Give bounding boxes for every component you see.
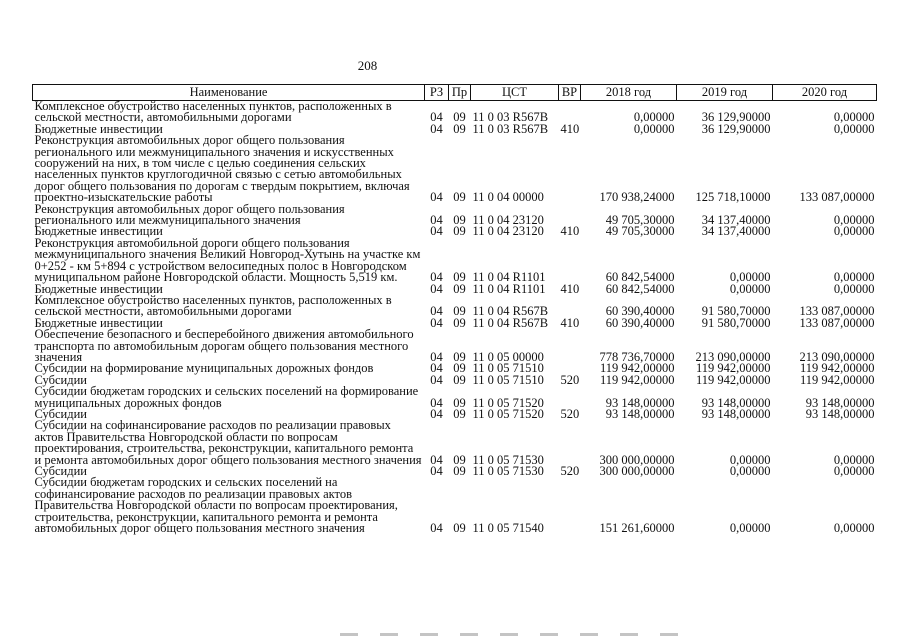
table-row (33, 477, 877, 534)
row-cst: 11 0 05 71530 (472, 464, 544, 478)
row-name: Обеспечение безопасного и бесперебойного движения автомобильного транспорта по автомобильным дорогам общего пользования местного значения (34, 327, 414, 364)
row-vr (559, 238, 581, 284)
row-2018: 151 261,60000 (599, 521, 675, 536)
row-2020: 0,00000 (833, 452, 875, 467)
row-pr: 09 (453, 304, 466, 319)
row-cst: 11 0 04 R567B (472, 315, 549, 330)
row-rz: 04 (430, 190, 443, 205)
row-name: Субсидии на формирование муниципальных дорожных фондов (34, 361, 374, 376)
row-2018: 49 705,30000 (605, 213, 675, 228)
row-vr: 520 (560, 406, 580, 421)
row-2019: 93 148,00000 (701, 395, 771, 410)
row-pr: 09 (453, 452, 466, 467)
row-2018: 93 148,00000 (605, 395, 675, 410)
row-2020: 0,00000 (833, 121, 875, 136)
table-row (33, 238, 877, 284)
row-vr: 410 (560, 224, 580, 239)
header-name: Наименование (33, 85, 425, 101)
row-name: Бюджетные инвестиции (34, 281, 163, 296)
header-cst: ЦСТ (471, 85, 559, 101)
row-cst: 11 0 04 23120 (472, 213, 544, 228)
row-cst: 11 0 05 71520 (472, 406, 544, 421)
table-row (33, 295, 877, 318)
row-rz: 04 (430, 521, 443, 536)
row-cst: 11 0 05 71530 (472, 452, 544, 467)
row-2020: 133 087,00000 (799, 315, 875, 330)
row-vr: 410 (560, 315, 580, 330)
row-cst: 11 0 03 R567B (472, 121, 549, 136)
row-vr (559, 420, 581, 466)
row-2018: 300 000,00000 (599, 464, 675, 478)
row-2019: 36 129,90000 (701, 110, 771, 125)
row-pr: 09 (453, 224, 466, 239)
row-2020: 0,00000 (833, 213, 875, 228)
row-2019: 0,00000 (729, 464, 771, 478)
row-2019: 0,00000 (729, 521, 771, 536)
row-rz: 04 (430, 406, 443, 421)
row-2019: 0,00000 (729, 452, 771, 467)
row-cst: 11 0 03 R567B (472, 110, 549, 125)
row-rz: 04 (430, 270, 443, 285)
row-cst: 11 0 05 71510 (472, 372, 544, 387)
row-rz: 04 (430, 464, 443, 478)
row-name: Бюджетные инвестиции (34, 224, 163, 239)
row-2019: 119 942,00000 (695, 372, 771, 387)
row-pr: 09 (453, 406, 466, 421)
row-2019: 213 090,00000 (695, 349, 771, 364)
row-rz: 04 (430, 110, 443, 125)
row-pr: 09 (453, 270, 466, 285)
row-2018: 49 705,30000 (605, 224, 675, 239)
row-name: Субсидии на софинансирование расходов по реализации правовых актов Правительства Новгородской области по вопросам проектирования, строительства, реконструкции, капитального ремонта и ремонта автомобильных дорог общего пользования местного значения (34, 418, 422, 467)
row-vr (559, 329, 581, 363)
row-name: Комплексное обустройство населенных пунктов, расположенных в сельской местности, автомобильными дорогами (34, 292, 392, 319)
row-2018: 119 942,00000 (599, 361, 675, 376)
row-rz: 04 (430, 224, 443, 239)
row-vr (559, 204, 581, 227)
row-2019: 34 137,40000 (701, 213, 771, 228)
row-name: Реконструкция автомобильных дорог общего пользования регионального или межмуниципального значения и искусственных сооружений на них, в том числе с целью соединения сельских населенных пунктов круглогодичной связью с сетью автомобильных дорог общего пользования по дорогам с твердым покрытием, включая проектно-изыскательские работы (34, 133, 410, 205)
row-pr: 09 (453, 349, 466, 364)
row-name: Реконструкция автомобильной дороги общего пользования межмуниципального значения Великий Новгород-Хутынь на участке км 0+252 - км 5+894 с устройством велосипедных полос в Новгородском муниципальном районе Новгородской области. Мощность 5,519 км. (34, 235, 421, 285)
row-vr: 410 (560, 281, 580, 296)
header-2018: 2018 год (581, 85, 677, 101)
row-2020: 0,00000 (833, 270, 875, 285)
row-2020: 93 148,00000 (805, 406, 875, 421)
row-2018: 60 390,40000 (605, 304, 675, 319)
row-2020: 119 942,00000 (799, 372, 875, 387)
row-2018: 60 390,40000 (605, 315, 675, 330)
row-pr: 09 (453, 361, 466, 376)
row-pr: 09 (453, 315, 466, 330)
row-cst: 11 0 05 71520 (472, 395, 544, 410)
table-row (33, 386, 877, 409)
row-cst: 11 0 04 R1101 (472, 270, 546, 285)
row-2020: 133 087,00000 (799, 304, 875, 319)
header-pr: Пр (449, 85, 471, 101)
row-2020: 0,00000 (833, 521, 875, 536)
row-name: Субсидии (34, 464, 87, 478)
row-name: Бюджетные инвестиции (34, 315, 163, 330)
row-rz: 04 (430, 315, 443, 330)
page-number: 208 (357, 58, 378, 73)
row-rz: 04 (430, 372, 443, 387)
table-row (33, 329, 877, 363)
row-cst: 11 0 04 R1101 (472, 281, 546, 296)
row-pr: 09 (453, 521, 466, 536)
row-2020: 213 090,00000 (799, 349, 875, 364)
row-2019: 93 148,00000 (701, 406, 771, 421)
row-cst: 11 0 04 00000 (472, 190, 544, 205)
row-vr (559, 386, 581, 409)
row-rz: 04 (430, 213, 443, 228)
row-2020: 0,00000 (833, 224, 875, 239)
row-vr (559, 135, 581, 203)
row-vr: 520 (560, 464, 580, 478)
row-vr: 410 (560, 121, 580, 136)
row-2019: 0,00000 (729, 270, 771, 285)
scan-artifact (340, 633, 700, 636)
row-rz: 04 (430, 349, 443, 364)
row-pr: 09 (453, 190, 466, 205)
row-2019: 125 718,10000 (695, 190, 771, 205)
row-rz: 04 (430, 361, 443, 376)
row-cst: 11 0 05 71540 (472, 521, 544, 536)
row-2019: 91 580,70000 (701, 315, 771, 330)
table-row (33, 101, 877, 124)
row-rz: 04 (430, 395, 443, 410)
header-vr: ВР (559, 85, 581, 101)
row-cst: 11 0 05 00000 (472, 349, 544, 364)
row-2020: 93 148,00000 (805, 395, 875, 410)
row-2020: 119 942,00000 (799, 361, 875, 376)
row-2018: 170 938,24000 (599, 190, 675, 205)
row-pr: 09 (453, 464, 466, 478)
row-pr: 09 (453, 372, 466, 387)
row-rz: 04 (430, 452, 443, 467)
table-row (33, 204, 877, 227)
row-2018: 119 942,00000 (599, 372, 675, 387)
row-cst: 11 0 04 23120 (472, 224, 544, 239)
row-2018: 778 736,70000 (599, 349, 675, 364)
row-2018: 60 842,54000 (605, 270, 675, 285)
row-2018: 0,00000 (633, 110, 675, 125)
row-2020: 0,00000 (833, 464, 875, 478)
row-2019: 119 942,00000 (695, 361, 771, 376)
row-pr: 09 (453, 395, 466, 410)
row-2019: 36 129,90000 (701, 121, 771, 136)
row-pr: 09 (453, 121, 466, 136)
row-2020: 0,00000 (833, 281, 875, 296)
row-2018: 300 000,00000 (599, 452, 675, 467)
row-pr: 09 (453, 110, 466, 125)
row-2019: 0,00000 (729, 281, 771, 296)
row-vr (559, 101, 581, 124)
row-vr: 520 (560, 372, 580, 387)
header-rz: РЗ (425, 85, 449, 101)
row-pr: 09 (453, 281, 466, 296)
row-rz: 04 (430, 281, 443, 296)
row-rz: 04 (430, 121, 443, 136)
table-row (33, 135, 877, 203)
row-2018: 60 842,54000 (605, 281, 675, 296)
table-body (33, 101, 877, 535)
row-cst: 11 0 04 R567B (472, 304, 549, 319)
row-name: Субсидии бюджетам городских и сельских поселений на формирование муниципальных дорожных фондов (34, 384, 419, 410)
row-vr (559, 295, 581, 318)
row-name: Бюджетные инвестиции (34, 121, 163, 136)
budget-table (32, 84, 877, 534)
row-name: Комплексное обустройство населенных пунктов, расположенных в сельской местности, автомобильными дорогами (34, 99, 392, 125)
row-name: Субсидии (34, 406, 87, 421)
row-name: Субсидии бюджетам городских и сельских поселений на софинансирование расходов по реализации правовых актов Правительства Новгородской области по вопросам проектирования, строительства, реконструкции, капитального ремонта и ремонта автомобильных дорог общего пользования местного значения (34, 475, 398, 536)
row-name: Реконструкция автомобильных дорог общего пользования регионального или межмуниципального значения (34, 201, 345, 228)
row-2020: 133 087,00000 (799, 190, 875, 205)
header-2019: 2019 год (677, 85, 773, 101)
row-pr: 09 (453, 213, 466, 228)
table-row (33, 420, 877, 466)
row-rz: 04 (430, 304, 443, 319)
row-2018: 93 148,00000 (605, 406, 675, 421)
row-vr (559, 477, 581, 534)
row-2019: 34 137,40000 (701, 224, 771, 239)
row-2019: 91 580,70000 (701, 304, 771, 319)
header-2020: 2020 год (773, 85, 877, 101)
row-2018: 0,00000 (633, 121, 675, 136)
row-name: Субсидии (34, 372, 87, 387)
row-cst: 11 0 05 71510 (472, 361, 544, 376)
row-2020: 0,00000 (833, 110, 875, 125)
